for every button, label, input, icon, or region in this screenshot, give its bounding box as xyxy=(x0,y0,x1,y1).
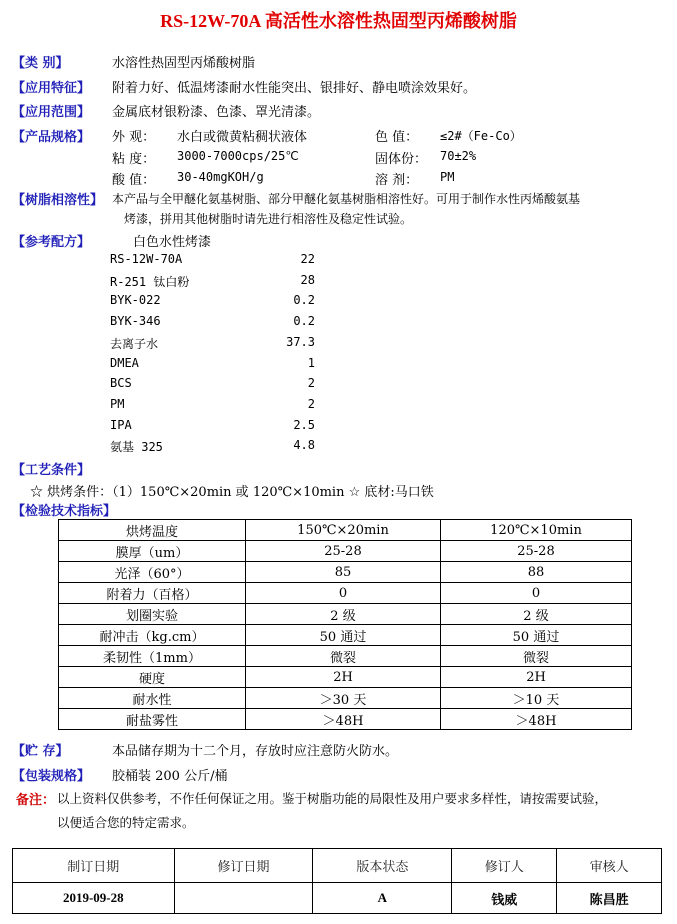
test-item: 硬度 xyxy=(59,667,246,688)
compat-label: 【树脂相溶性】 xyxy=(12,193,104,208)
formula-item-name: BYK-022 xyxy=(110,293,161,308)
header-reviewer: 审核人 xyxy=(557,849,662,883)
storage-value: 本品储存期为十二个月，存放时应注意防火防水。 xyxy=(112,744,399,759)
process-label: 【工艺条件】 xyxy=(12,463,91,478)
scope-value: 金属底材银粉漆、色漆、罩光清漆。 xyxy=(112,105,321,120)
formula-item-name: BCS xyxy=(110,376,132,391)
solvent-label: 溶 剂： xyxy=(375,173,419,188)
formula-item-name: R-251 钛白粉 xyxy=(110,274,190,289)
formula-label: 【参考配方】 xyxy=(12,235,91,250)
test-item: 耐水性 xyxy=(59,688,246,709)
test-table xyxy=(58,519,632,730)
test-value-150: 2H xyxy=(246,667,441,688)
table-row xyxy=(59,688,632,709)
revise-date xyxy=(174,883,313,914)
test-value-150: 25-28 xyxy=(246,541,441,562)
formula-item-name: 氨基 325 xyxy=(110,440,163,455)
header-made-date: 制订日期 xyxy=(13,849,175,883)
formula-item-name: 去离子水 xyxy=(110,336,159,351)
test-item: 耐冲击（kg.cm） xyxy=(59,625,246,646)
test-value-120: 88 xyxy=(441,562,632,583)
revision-header-row xyxy=(13,849,662,883)
test-value-120: 50 通过 xyxy=(441,625,632,646)
note-line2: 以便适合您的特定需求。 xyxy=(57,815,195,830)
solid-value: 70±2% xyxy=(440,149,477,163)
formula-item-amount: 2.5 xyxy=(293,417,315,432)
appearance-label: 外 观： xyxy=(112,130,156,145)
header-revise-date: 修订日期 xyxy=(174,849,313,883)
test-value-150: ＞30 天 xyxy=(246,688,441,709)
note-label: 备注： xyxy=(16,793,56,808)
viscosity-value: 3000-7000cps/25℃ xyxy=(177,149,299,163)
table-row xyxy=(59,562,632,583)
test-label: 【检验技术指标】 xyxy=(12,504,117,519)
test-value-150: 微裂 xyxy=(246,646,441,667)
formula-item-amount: 1 xyxy=(307,355,315,370)
test-item: 附着力（百格） xyxy=(59,583,246,604)
test-item: 耐盐雾性 xyxy=(59,709,246,730)
features-value: 附着力好、低温烤漆耐水性能突出、银排好、静电喷涂效果好。 xyxy=(112,81,477,96)
category-label: 【类 别】 xyxy=(12,56,69,71)
solid-label: 固体份： xyxy=(375,152,428,167)
color-value: ≤2#（Fe-Co） xyxy=(440,129,522,143)
process-conditions: ☆ 烘烤条件：（1）150℃×20min 或 120℃×10min ☆ 底材:马口铁 xyxy=(30,485,434,500)
table-row xyxy=(59,667,632,688)
revision-value-row xyxy=(13,883,662,914)
category-value: 水溶性热固型丙烯酸树脂 xyxy=(112,56,256,71)
color-label: 色 值： xyxy=(375,130,419,145)
table-row xyxy=(59,541,632,562)
formula-item-amount: 2 xyxy=(307,376,315,391)
test-item: 膜厚（um） xyxy=(59,541,246,562)
formula-item-amount: 22 xyxy=(300,252,315,266)
test-value-120: 2 级 xyxy=(441,604,632,625)
test-value-120: 0 xyxy=(441,583,632,604)
reviewer: 陈昌胜 xyxy=(557,883,662,914)
formula-item-name: DMEA xyxy=(110,355,139,370)
formula-name: 白色水性烤漆 xyxy=(133,235,212,250)
test-value-150: ＞48H xyxy=(246,709,441,730)
test-value-150: 85 xyxy=(246,562,441,583)
test-value-120: ＞10 天 xyxy=(441,688,632,709)
formula-item-name: IPA xyxy=(110,417,132,432)
test-value-150: 150℃×20min xyxy=(246,520,441,541)
version: A xyxy=(313,883,452,914)
formula-item-amount: 0.2 xyxy=(293,293,315,308)
test-item: 烘烤温度 xyxy=(59,520,246,541)
test-item: 柔韧性（1mm） xyxy=(59,646,246,667)
revision-table xyxy=(12,848,662,914)
formula-item-amount: 4.8 xyxy=(293,438,315,453)
test-value-120: 2H xyxy=(441,667,632,688)
table-row xyxy=(59,625,632,646)
test-value-120: 微裂 xyxy=(441,646,632,667)
formula-item-amount: 2 xyxy=(307,396,315,411)
table-row xyxy=(59,604,632,625)
test-value-150: 0 xyxy=(246,583,441,604)
note-line1: 以上资料仅供参考，不作任何保证之用。鉴于树脂功能的局限性及用户要求多样性，请按需要试验， xyxy=(57,791,608,806)
test-value-120: 25-28 xyxy=(441,541,632,562)
compat-line2: 烤漆，拼用其他树脂时请先进行相溶性及稳定性试验。 xyxy=(124,212,413,226)
table-row xyxy=(59,520,632,541)
formula-item-name: BYK-346 xyxy=(110,314,161,329)
formula-item-name: PM xyxy=(110,396,125,411)
test-item: 划圈实验 xyxy=(59,604,246,625)
viscosity-label: 粘 度： xyxy=(112,152,156,167)
acid-label: 酸 值： xyxy=(112,173,156,188)
spec-label: 【产品规格】 xyxy=(12,130,91,145)
storage-label: 【贮 存】 xyxy=(12,744,69,759)
table-row xyxy=(59,646,632,667)
test-value-150: 50 通过 xyxy=(246,625,441,646)
appearance-value: 水白或微黄粘稠状液体 xyxy=(177,130,308,145)
formula-item-name: RS-12W-70A xyxy=(110,252,183,266)
test-value-150: 2 级 xyxy=(246,604,441,625)
header-version: 版本状态 xyxy=(313,849,452,883)
table-row xyxy=(59,709,632,730)
features-label: 【应用特征】 xyxy=(12,81,91,96)
reviser: 钱威 xyxy=(452,883,557,914)
made-date: 2019-09-28 xyxy=(13,883,175,914)
solvent-value: PM xyxy=(440,170,455,184)
page-title: RS-12W-70A 高活性水溶性热固型丙烯酸树脂 xyxy=(160,11,517,31)
header-reviser: 修订人 xyxy=(452,849,557,883)
test-value-120: ＞48H xyxy=(441,709,632,730)
packaging-label: 【包装规格】 xyxy=(12,769,91,784)
compat-line1: 本产品与全甲醚化氨基树脂、部分甲醚化氨基树脂相溶性好。可用于制作水性丙烯酸氨基 xyxy=(112,192,581,206)
table-row xyxy=(59,583,632,604)
test-value-120: 120℃×10min xyxy=(441,520,632,541)
test-item: 光泽（60°） xyxy=(59,562,246,583)
formula-item-amount: 0.2 xyxy=(293,314,315,329)
acid-value: 30-40mgKOH/g xyxy=(177,170,264,184)
formula-item-amount: 28 xyxy=(300,272,315,287)
scope-label: 【应用范围】 xyxy=(12,105,91,120)
formula-item-amount: 37.3 xyxy=(286,334,315,349)
packaging-value: 胶桶装 200 公斤/桶 xyxy=(112,769,228,784)
